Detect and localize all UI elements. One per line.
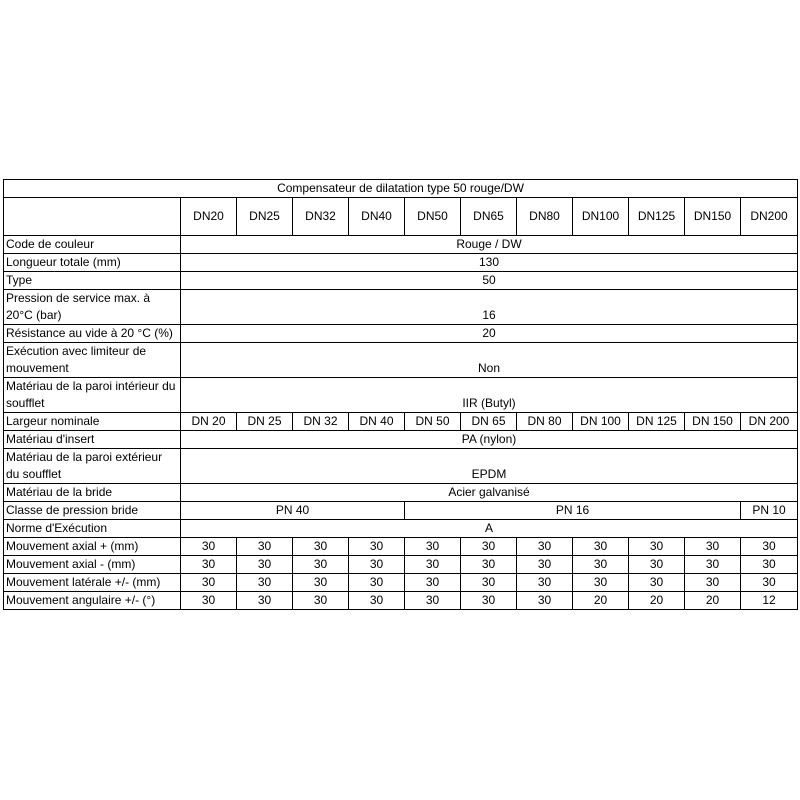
table-cell: 30 bbox=[293, 538, 349, 556]
column-header: DN125 bbox=[629, 198, 685, 236]
table-cell: DN 40 bbox=[349, 413, 405, 431]
table-cell: 30 bbox=[181, 556, 237, 574]
column-header: DN32 bbox=[293, 198, 349, 236]
table-cell: 30 bbox=[685, 574, 741, 592]
table-cell: 30 bbox=[405, 556, 461, 574]
table-cell: 30 bbox=[461, 556, 517, 574]
row-label: Largeur nominale bbox=[4, 413, 181, 431]
row-label: Pression de service max. à 20°C (bar) bbox=[4, 290, 181, 325]
table-cell: 20 bbox=[573, 592, 629, 610]
table-cell: DN 100 bbox=[573, 413, 629, 431]
pressure-class-group: PN 10 bbox=[741, 502, 798, 520]
pressure-class-group: PN 40 bbox=[181, 502, 405, 520]
table-row bbox=[4, 325, 798, 343]
table-cell: 30 bbox=[741, 556, 798, 574]
row-label: Exécution avec limiteur de mouvement bbox=[4, 343, 181, 378]
row-label: Mouvement axial + (mm) bbox=[4, 538, 181, 556]
row-value: EPDM bbox=[181, 449, 798, 484]
table-row bbox=[4, 449, 798, 484]
table-row bbox=[4, 343, 798, 378]
row-label: Matériau de la paroi extérieur du soufflet bbox=[4, 449, 181, 484]
table-cell: 30 bbox=[685, 538, 741, 556]
column-header: DN150 bbox=[685, 198, 741, 236]
table-cell: 12 bbox=[741, 592, 798, 610]
column-header: DN20 bbox=[181, 198, 237, 236]
table-cell: 30 bbox=[349, 574, 405, 592]
row-label: Mouvement axial - (mm) bbox=[4, 556, 181, 574]
table-cell: 30 bbox=[517, 538, 573, 556]
row-value: IIR (Butyl) bbox=[181, 378, 798, 413]
row-value: 50 bbox=[181, 272, 798, 290]
table-cell: 30 bbox=[405, 592, 461, 610]
table-cell: DN 65 bbox=[461, 413, 517, 431]
table-cell: 30 bbox=[461, 592, 517, 610]
table-cell: 30 bbox=[405, 538, 461, 556]
table-row bbox=[4, 484, 798, 502]
row-value: PA (nylon) bbox=[181, 431, 798, 449]
table-row bbox=[4, 520, 798, 538]
row-value: Rouge / DW bbox=[181, 236, 798, 254]
table-cell: 30 bbox=[349, 592, 405, 610]
table-title: Compensateur de dilatation type 50 rouge/DW bbox=[4, 180, 798, 198]
table-cell: 30 bbox=[349, 556, 405, 574]
table-row bbox=[4, 290, 798, 325]
column-header: DN65 bbox=[461, 198, 517, 236]
table-cell: 30 bbox=[461, 538, 517, 556]
table-cell: 30 bbox=[517, 592, 573, 610]
table-row bbox=[4, 574, 798, 592]
title-row bbox=[4, 180, 798, 198]
table-cell: DN 50 bbox=[405, 413, 461, 431]
table-cell: 30 bbox=[181, 592, 237, 610]
column-header: DN25 bbox=[237, 198, 293, 236]
table-row bbox=[4, 272, 798, 290]
row-label: Code de couleur bbox=[4, 236, 181, 254]
table-cell: 20 bbox=[685, 592, 741, 610]
row-label: Mouvement latérale +/- (mm) bbox=[4, 574, 181, 592]
column-header-row bbox=[4, 198, 798, 236]
table-cell: DN 80 bbox=[517, 413, 573, 431]
table-row bbox=[4, 538, 798, 556]
table-cell: 30 bbox=[517, 556, 573, 574]
row-label: Type bbox=[4, 272, 181, 290]
table-cell: 30 bbox=[629, 574, 685, 592]
table-cell: 30 bbox=[405, 574, 461, 592]
table-cell: 30 bbox=[573, 556, 629, 574]
row-value: A bbox=[181, 520, 798, 538]
table-cell: DN 20 bbox=[181, 413, 237, 431]
row-label: Matériau d'insert bbox=[4, 431, 181, 449]
table-row bbox=[4, 556, 798, 574]
row-label: Résistance au vide à 20 °C (%) bbox=[4, 325, 181, 343]
table-cell: 30 bbox=[349, 538, 405, 556]
table-cell: 30 bbox=[237, 556, 293, 574]
row-value: Non bbox=[181, 343, 798, 378]
table-row bbox=[4, 413, 798, 431]
table-cell: 30 bbox=[461, 574, 517, 592]
table-row bbox=[4, 502, 798, 520]
row-value: 130 bbox=[181, 254, 798, 272]
table-cell: DN 150 bbox=[685, 413, 741, 431]
table-row bbox=[4, 431, 798, 449]
column-header: DN200 bbox=[741, 198, 798, 236]
table-cell: 30 bbox=[629, 538, 685, 556]
table-cell: DN 200 bbox=[741, 413, 798, 431]
table-cell: 30 bbox=[741, 574, 798, 592]
row-label: Classe de pression bride bbox=[4, 502, 181, 520]
column-header: DN40 bbox=[349, 198, 405, 236]
table-cell: 30 bbox=[629, 556, 685, 574]
table-cell: 30 bbox=[181, 538, 237, 556]
pressure-class-group: PN 16 bbox=[405, 502, 741, 520]
table-cell: 30 bbox=[293, 556, 349, 574]
table-cell: DN 125 bbox=[629, 413, 685, 431]
row-value: 20 bbox=[181, 325, 798, 343]
table-cell: 30 bbox=[573, 538, 629, 556]
row-label: Matériau de la bride bbox=[4, 484, 181, 502]
column-header: DN80 bbox=[517, 198, 573, 236]
table-row bbox=[4, 378, 798, 413]
row-label: Mouvement angulaire +/- (°) bbox=[4, 592, 181, 610]
table-cell: 30 bbox=[573, 574, 629, 592]
table-cell: 20 bbox=[629, 592, 685, 610]
table-row bbox=[4, 254, 798, 272]
table-cell: 30 bbox=[685, 556, 741, 574]
header-corner bbox=[4, 198, 181, 236]
table-cell: 30 bbox=[517, 574, 573, 592]
table-cell: 30 bbox=[237, 592, 293, 610]
table-cell: 30 bbox=[741, 538, 798, 556]
row-label: Norme d'Exécution bbox=[4, 520, 181, 538]
row-value: 16 bbox=[181, 290, 798, 325]
table-row bbox=[4, 592, 798, 610]
row-value: Acier galvanisé bbox=[181, 484, 798, 502]
table-row bbox=[4, 236, 798, 254]
table-cell: DN 25 bbox=[237, 413, 293, 431]
row-label: Matériau de la paroi intérieur du soufflet bbox=[4, 378, 181, 413]
table-cell: DN 32 bbox=[293, 413, 349, 431]
spec-table bbox=[3, 179, 798, 610]
row-label: Longueur totale (mm) bbox=[4, 254, 181, 272]
column-header: DN50 bbox=[405, 198, 461, 236]
table-cell: 30 bbox=[293, 592, 349, 610]
table-cell: 30 bbox=[293, 574, 349, 592]
table-cell: 30 bbox=[181, 574, 237, 592]
table-cell: 30 bbox=[237, 538, 293, 556]
table-cell: 30 bbox=[237, 574, 293, 592]
column-header: DN100 bbox=[573, 198, 629, 236]
